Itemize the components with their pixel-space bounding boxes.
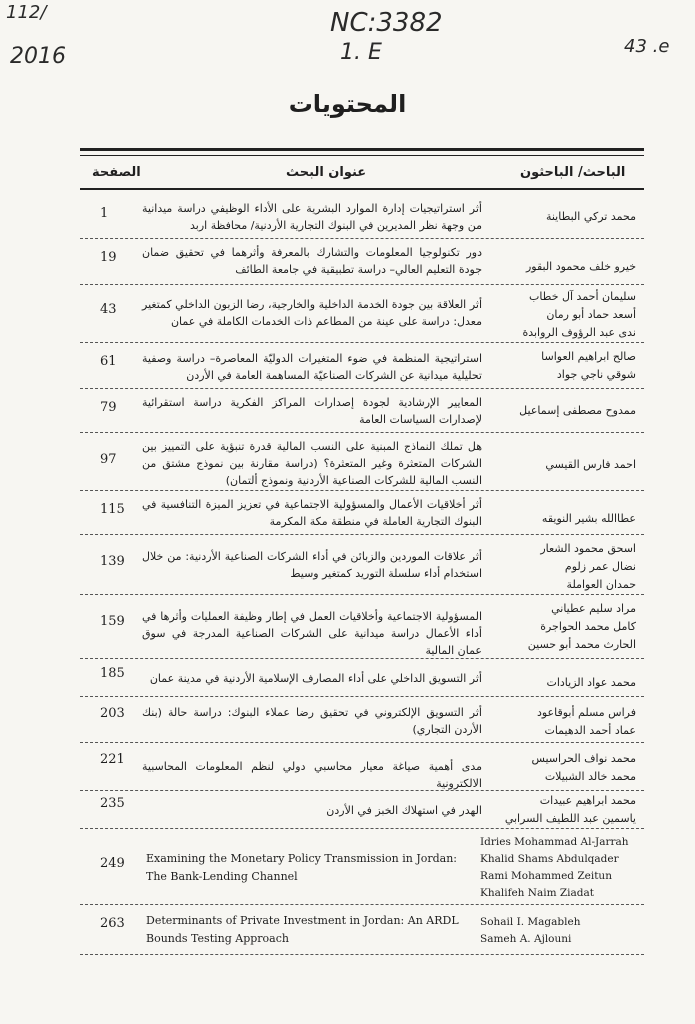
toc-title: المعايير الإرشادية لجودة إصدارات المراكز الفكرية دراسة استقرائية لإصدارات السياسات العامة	[142, 396, 482, 426]
toc-authors	[488, 288, 636, 342]
toc-authors	[488, 510, 636, 528]
header-divider-thick	[80, 148, 644, 151]
toc-title: أثر التسويق الداخلي على أداء المصارف الإسلامية الأردنية في مدينة عمان	[149, 672, 482, 685]
toc-row	[80, 284, 644, 343]
toc-authors	[488, 792, 636, 828]
toc-row	[80, 388, 644, 433]
toc-authors	[488, 704, 636, 740]
toc-page: 19	[100, 250, 117, 265]
toc-title: هل تملك النماذج المبنية على النسب المالية قدرة تنبؤية على التمييز بين الشركات المتعثرة وغير المتعثرة؟ (دراسة مقارنة بين نموذج مشتق من النسب المالية للشركات الصناعية الأردنية ونموذج ألتمان)	[142, 440, 482, 487]
toc-authors	[488, 540, 636, 594]
toc-author: صالح ابراهيم العواسا	[541, 350, 636, 363]
toc-row	[80, 490, 644, 535]
toc-author: Khalifeh Naim Ziadat	[480, 887, 594, 899]
toc-author: عماد أحمد الدهيمات	[544, 724, 636, 737]
handwritten-volume-issue: 1. E	[340, 40, 382, 65]
toc-row	[80, 432, 644, 491]
handwritten-year: 2016	[10, 44, 66, 69]
toc-title: Examining the Monetary Policy Transmission in Jordan: The Bank-Lending Channel	[146, 852, 458, 883]
column-header-page: الصفحة	[92, 165, 141, 180]
toc-authors	[488, 674, 636, 692]
toc-author: محمد عواد الزيادات	[546, 676, 636, 689]
toc-row	[80, 238, 644, 285]
toc-page: 203	[100, 706, 125, 721]
toc-page: 221	[100, 752, 125, 767]
toc-author: محمد نواف الحراسيس	[531, 752, 636, 765]
toc-page: 115	[100, 502, 125, 517]
toc-authors	[488, 208, 636, 226]
toc-authors	[488, 348, 636, 384]
toc-author: Rami Mohammed Zeitun	[480, 870, 612, 882]
toc-authors	[488, 600, 636, 654]
toc-page: 235	[100, 796, 125, 811]
toc-author: احمد فارس القيسي	[545, 458, 636, 471]
column-header-authors: الباحث/ الباحثون	[520, 165, 626, 180]
toc-title: أثر استراتيجيات إدارة الموارد البشرية على الأداء الوظيفي دراسة ميدانية من وجهة نظر المديرين في البنوك التجارية الأردنية/ محافظة اربد	[142, 202, 482, 232]
toc-page: 1	[100, 206, 109, 221]
toc-author: محمد ابراهيم عبيدات	[539, 794, 636, 807]
toc-author: شوقي ناجي جواد	[556, 368, 636, 381]
toc-title: المسؤولية الاجتماعية وأخلاقيات العمل في إطار وظيفة العمليات وأثرها في أداء الأعمال دراسة ميدانية على الشركات الصناعية المدرجة في سوق عمان المالية	[142, 610, 482, 657]
toc-author: Khalid Shams Abdulqader	[480, 853, 619, 865]
toc-author: محمد خالد الشبيلات	[544, 770, 636, 783]
toc-page: 263	[100, 916, 125, 931]
toc-author: محمد تركي البطاينة	[545, 210, 636, 223]
header-divider-thin	[80, 155, 644, 156]
toc-title: الهدر في استهلاك الخبز في الأردن	[326, 804, 482, 817]
toc-row	[80, 790, 644, 829]
toc-author: حمدان العواملة	[566, 578, 636, 591]
toc-title: دور تكنولوجيا المعلومات والتشارك بالمعرفة وأثرهما في تحقيق ضمان جودة التعليم العالي– دراسة تطبيقية في جامعة الطائف	[142, 246, 482, 276]
toc-author: أسعد حماد أبو رمان	[546, 308, 636, 321]
toc-row	[80, 904, 644, 955]
toc-author: ندى عبد الرؤوف الروابدة	[522, 326, 636, 339]
toc-row	[80, 742, 644, 791]
toc-title: Determinants of Private Investment in Jordan: An ARDL Bounds Testing Approach	[146, 914, 459, 945]
toc-row	[80, 696, 644, 743]
toc-author: عطاالله بشير النويقه	[541, 512, 636, 525]
toc-row	[80, 534, 644, 595]
toc-author: اسحق محمود الشعار	[540, 542, 636, 555]
toc-authors	[488, 750, 636, 786]
toc-author: كامل محمد الحواجرة	[540, 620, 636, 633]
toc-authors	[488, 402, 636, 420]
toc-page: 61	[100, 354, 117, 369]
toc-title: استراتيجية المنظمة في ضوء المتغيرات الدوليّة المعاصرة– دراسة وصفية تحليلية ميدانية عن الشركات الصناعيّة المساهمة العامة في الأردن	[142, 352, 482, 382]
toc-page: 97	[100, 452, 117, 467]
toc-page: 159	[100, 614, 125, 629]
toc-author: الحارث محمد أبو حسين	[527, 638, 636, 651]
toc-author: Sohail I. Magableh	[480, 916, 581, 928]
handwritten-top-right: 43 .e	[624, 36, 670, 57]
toc-title: أثر العلاقة بين جودة الخدمة الداخلية والخارجية، رضا الزبون الداخلي كمتغير معدل: دراسة على عينة من المطاعم ذات الخدمات الكاملة في عمان	[142, 298, 482, 328]
toc-row	[80, 658, 644, 697]
column-header-title: عنوان البحث	[286, 165, 367, 180]
toc-title: أثر أخلاقيات الأعمال والمسؤولية الاجتماعية في تعزيز الميزة التنافسية في البنوك التجارية العاملة في منطقة مكة المكرمة	[142, 498, 482, 528]
toc-page: 79	[100, 400, 117, 415]
toc-author: مراد سليم عطياني	[551, 602, 636, 615]
toc-row	[80, 196, 644, 239]
toc-page: 185	[100, 666, 125, 681]
toc-title: أثر علاقات الموردين والزبائن في أداء الشركات الصناعية الأردنية: من خلال استخدام أداء سلسلة التوريد كمتغير وسيط	[142, 550, 482, 580]
toc-authors	[488, 258, 636, 276]
toc-authors	[488, 456, 636, 474]
toc-row	[80, 594, 644, 659]
toc-title: أثر التسويق الإلكتروني في تحقيق رضا عملاء البنوك: دراسة حالة (بنك الأردن التجاري)	[142, 706, 482, 736]
toc-page: 139	[100, 554, 125, 569]
toc-author: Sameh A. Ajlouni	[480, 933, 572, 945]
toc-author: سليمان أحمد آل خطاب	[528, 290, 636, 303]
toc-author: نضال عمر زلوم	[564, 560, 636, 573]
toc-authors	[480, 914, 640, 948]
toc-author: ياسمين عبد اللطيف السرابي	[504, 812, 636, 825]
page-title: المحتويات	[288, 90, 407, 118]
toc-page: 43	[100, 302, 117, 317]
toc-title: مدى أهمية صياغة معيار محاسبي دولي لنظم المعلومات المحاسبية الالكترونية	[142, 760, 482, 790]
toc-row	[80, 828, 644, 905]
handwritten-number: 112/	[6, 2, 47, 23]
toc-page: 249	[100, 856, 125, 871]
column-header-divider	[80, 188, 644, 190]
toc-author: Idries Mohammad Al-Jarrah	[480, 836, 629, 848]
handwritten-catalog-code: NC:3382	[330, 8, 443, 38]
toc-authors	[480, 834, 640, 902]
toc-author: خيرو خلف محمود البقور	[525, 260, 636, 273]
toc-row	[80, 342, 644, 389]
toc-author: فراس مسلم أبوقاعود	[536, 706, 636, 719]
toc-author: ممدوح مصطفى إسماعيل	[519, 404, 636, 417]
